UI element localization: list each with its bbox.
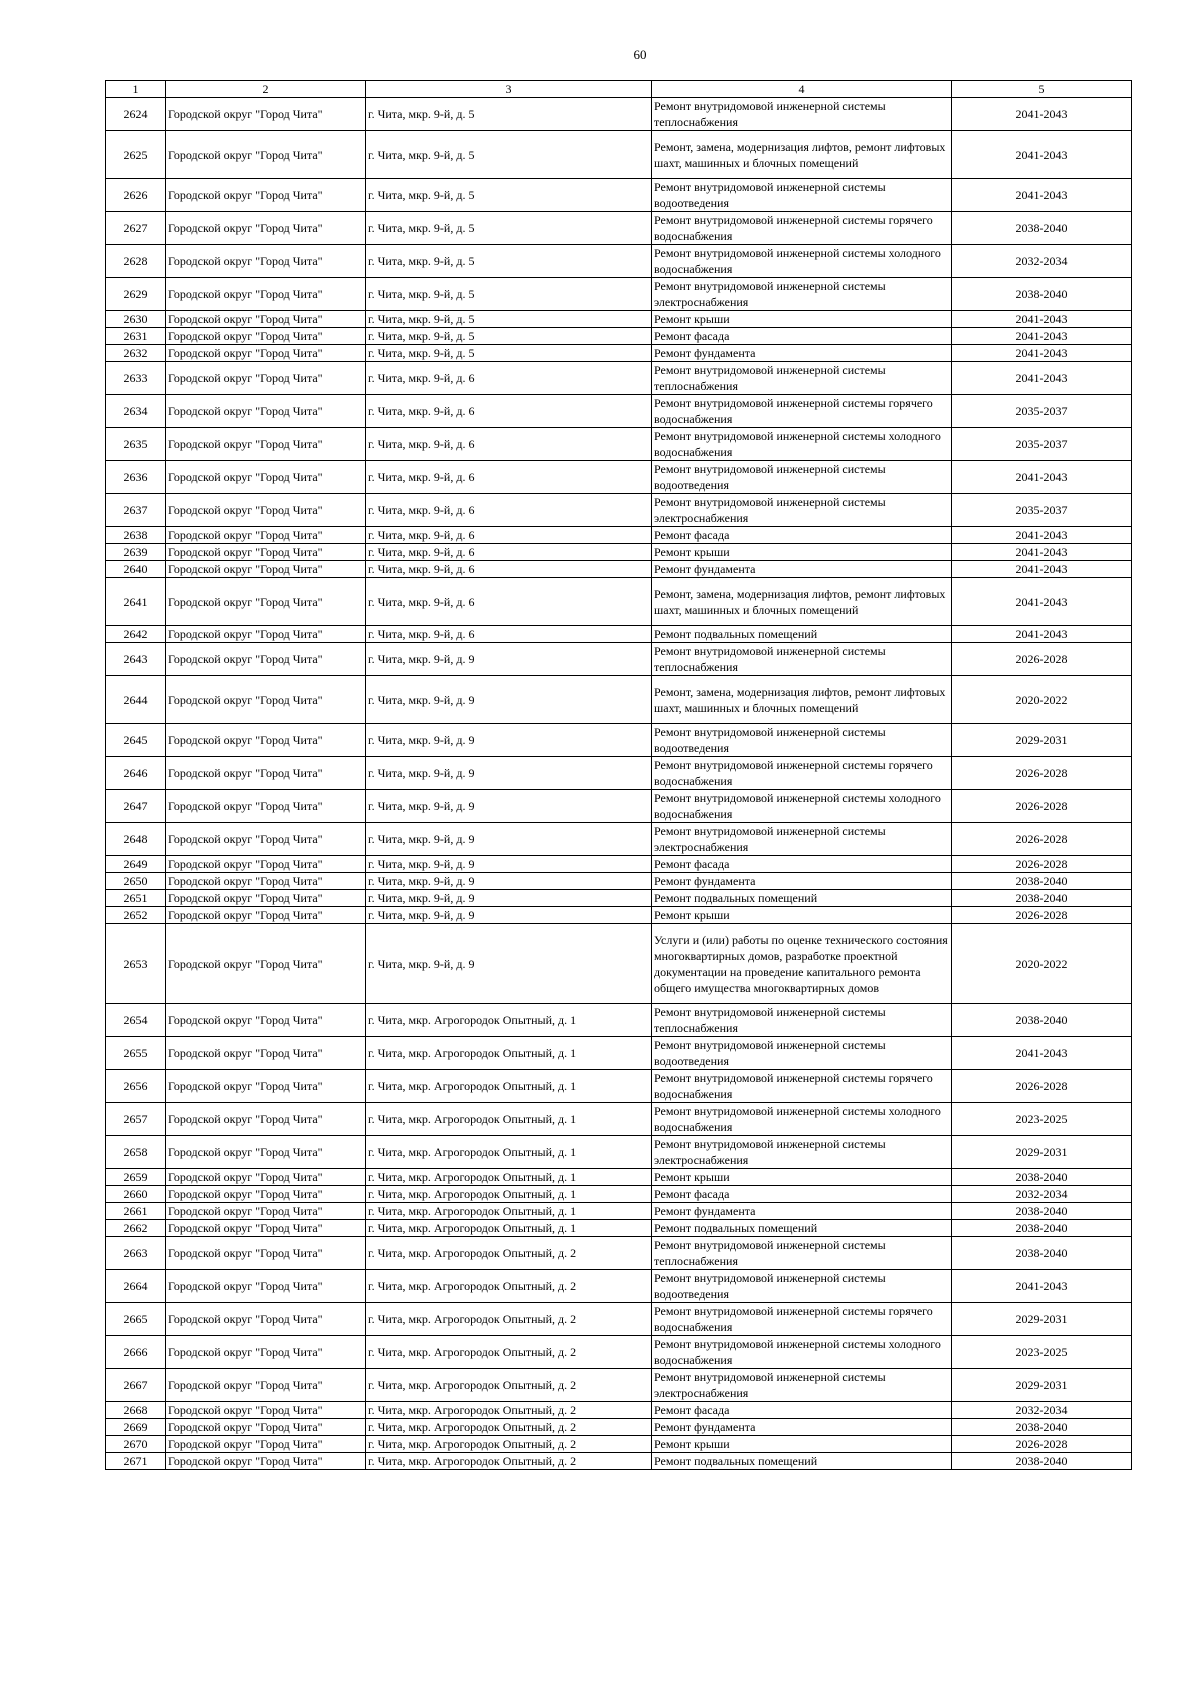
row-number-cell: 2632 <box>106 345 166 362</box>
work-type-cell: Ремонт фундамента <box>652 873 952 890</box>
work-type-cell: Ремонт внутридомовой инженерной системы холодного водоснабжения <box>652 1336 952 1369</box>
address-cell: г. Чита, мкр. 9-й, д. 5 <box>366 245 652 278</box>
municipality-cell: Городской округ "Город Чита" <box>166 873 366 890</box>
work-type-cell: Ремонт фундамента <box>652 561 952 578</box>
table-row <box>106 461 1132 494</box>
municipality-cell: Городской округ "Город Чита" <box>166 1436 366 1453</box>
table-row <box>106 527 1132 544</box>
work-type-cell: Ремонт фасада <box>652 856 952 873</box>
row-number-cell: 2652 <box>106 907 166 924</box>
period-cell: 2023-2025 <box>952 1336 1132 1369</box>
table-row <box>106 676 1132 724</box>
row-number-cell: 2628 <box>106 245 166 278</box>
row-number-cell: 2656 <box>106 1070 166 1103</box>
period-cell: 2020-2022 <box>952 676 1132 724</box>
table-row <box>106 907 1132 924</box>
table-row <box>106 757 1132 790</box>
municipality-cell: Городской округ "Город Чита" <box>166 1220 366 1237</box>
table-row <box>106 823 1132 856</box>
work-type-cell: Ремонт подвальных помещений <box>652 890 952 907</box>
municipality-cell: Городской округ "Город Чита" <box>166 676 366 724</box>
table-row <box>106 494 1132 527</box>
period-cell: 2035-2037 <box>952 428 1132 461</box>
address-cell: г. Чита, мкр. 9-й, д. 6 <box>366 561 652 578</box>
period-cell: 2041-2043 <box>952 131 1132 179</box>
work-type-cell: Ремонт внутридомовой инженерной системы теплоснабжения <box>652 98 952 131</box>
period-cell: 2041-2043 <box>952 362 1132 395</box>
work-type-cell: Ремонт подвальных помещений <box>652 1453 952 1470</box>
municipality-cell: Городской округ "Город Чита" <box>166 561 366 578</box>
address-cell: г. Чита, мкр. Агрогородок Опытный, д. 1 <box>366 1169 652 1186</box>
work-type-cell: Ремонт фасада <box>652 527 952 544</box>
address-cell: г. Чита, мкр. Агрогородок Опытный, д. 2 <box>366 1270 652 1303</box>
work-type-cell: Ремонт внутридомовой инженерной системы холодного водоснабжения <box>652 428 952 461</box>
work-type-cell: Ремонт внутридомовой инженерной системы теплоснабжения <box>652 362 952 395</box>
row-number-cell: 2637 <box>106 494 166 527</box>
row-number-cell: 2665 <box>106 1303 166 1336</box>
row-number-cell: 2649 <box>106 856 166 873</box>
municipality-cell: Городской округ "Город Чита" <box>166 461 366 494</box>
period-cell: 2041-2043 <box>952 1270 1132 1303</box>
period-cell: 2038-2040 <box>952 1419 1132 1436</box>
work-type-cell: Ремонт внутридомовой инженерной системы водоотведения <box>652 461 952 494</box>
period-cell: 2041-2043 <box>952 179 1132 212</box>
table-row <box>106 856 1132 873</box>
municipality-cell: Городской округ "Город Чита" <box>166 1270 366 1303</box>
municipality-cell: Городской округ "Город Чита" <box>166 1037 366 1070</box>
table-row <box>106 98 1132 131</box>
address-cell: г. Чита, мкр. 9-й, д. 9 <box>366 676 652 724</box>
address-cell: г. Чита, мкр. 9-й, д. 6 <box>366 362 652 395</box>
period-cell: 2041-2043 <box>952 461 1132 494</box>
municipality-cell: Городской округ "Город Чита" <box>166 362 366 395</box>
address-cell: г. Чита, мкр. 9-й, д. 6 <box>366 626 652 643</box>
row-number-cell: 2636 <box>106 461 166 494</box>
address-cell: г. Чита, мкр. 9-й, д. 9 <box>366 724 652 757</box>
period-cell: 2038-2040 <box>952 1220 1132 1237</box>
column-header: 3 <box>366 81 652 98</box>
address-cell: г. Чита, мкр. 9-й, д. 6 <box>366 395 652 428</box>
address-cell: г. Чита, мкр. 9-й, д. 9 <box>366 856 652 873</box>
municipality-cell: Городской округ "Город Чита" <box>166 643 366 676</box>
period-cell: 2035-2037 <box>952 494 1132 527</box>
row-number-cell: 2659 <box>106 1169 166 1186</box>
address-cell: г. Чита, мкр. Агрогородок Опытный, д. 2 <box>366 1419 652 1436</box>
period-cell: 2041-2043 <box>952 328 1132 345</box>
address-cell: г. Чита, мкр. Агрогородок Опытный, д. 2 <box>366 1369 652 1402</box>
municipality-cell: Городской округ "Город Чита" <box>166 245 366 278</box>
work-type-cell: Ремонт внутридомовой инженерной системы электроснабжения <box>652 1369 952 1402</box>
address-cell: г. Чита, мкр. 9-й, д. 6 <box>366 544 652 561</box>
row-number-cell: 2650 <box>106 873 166 890</box>
municipality-cell: Городской округ "Город Чита" <box>166 1070 366 1103</box>
table-header-row <box>106 81 1132 98</box>
address-cell: г. Чита, мкр. 9-й, д. 5 <box>366 179 652 212</box>
table-row <box>106 311 1132 328</box>
municipality-cell: Городской округ "Город Чита" <box>166 626 366 643</box>
address-cell: г. Чита, мкр. Агрогородок Опытный, д. 1 <box>366 1037 652 1070</box>
table-row <box>106 328 1132 345</box>
address-cell: г. Чита, мкр. 9-й, д. 5 <box>366 278 652 311</box>
municipality-cell: Городской округ "Город Чита" <box>166 1336 366 1369</box>
table-row <box>106 1453 1132 1470</box>
table-row <box>106 131 1132 179</box>
address-cell: г. Чита, мкр. 9-й, д. 5 <box>366 212 652 245</box>
table-row <box>106 212 1132 245</box>
address-cell: г. Чита, мкр. Агрогородок Опытный, д. 1 <box>366 1186 652 1203</box>
table-row <box>106 1419 1132 1436</box>
table-row <box>106 1237 1132 1270</box>
municipality-cell: Городской округ "Город Чита" <box>166 1402 366 1419</box>
work-type-cell: Ремонт внутридомовой инженерной системы водоотведения <box>652 1270 952 1303</box>
period-cell: 2038-2040 <box>952 278 1132 311</box>
period-cell: 2023-2025 <box>952 1103 1132 1136</box>
row-number-cell: 2624 <box>106 98 166 131</box>
table-row <box>106 1203 1132 1220</box>
row-number-cell: 2667 <box>106 1369 166 1402</box>
period-cell: 2041-2043 <box>952 98 1132 131</box>
row-number-cell: 2645 <box>106 724 166 757</box>
row-number-cell: 2657 <box>106 1103 166 1136</box>
work-type-cell: Ремонт фасада <box>652 1402 952 1419</box>
table-row <box>106 873 1132 890</box>
period-cell: 2038-2040 <box>952 1237 1132 1270</box>
municipality-cell: Городской округ "Город Чита" <box>166 1169 366 1186</box>
row-number-cell: 2664 <box>106 1270 166 1303</box>
page-number: 60 <box>633 47 647 62</box>
address-cell: г. Чита, мкр. Агрогородок Опытный, д. 1 <box>366 1220 652 1237</box>
address-cell: г. Чита, мкр. Агрогородок Опытный, д. 1 <box>366 1103 652 1136</box>
table-row <box>106 1369 1132 1402</box>
table-row <box>106 1220 1132 1237</box>
row-number-cell: 2658 <box>106 1136 166 1169</box>
table-row <box>106 245 1132 278</box>
address-cell: г. Чита, мкр. 9-й, д. 5 <box>366 328 652 345</box>
municipality-cell: Городской округ "Город Чита" <box>166 345 366 362</box>
municipality-cell: Городской округ "Город Чита" <box>166 395 366 428</box>
column-header: 2 <box>166 81 366 98</box>
period-cell: 2029-2031 <box>952 724 1132 757</box>
row-number-cell: 2629 <box>106 278 166 311</box>
period-cell: 2041-2043 <box>952 345 1132 362</box>
period-cell: 2026-2028 <box>952 1436 1132 1453</box>
period-cell: 2041-2043 <box>952 561 1132 578</box>
address-cell: г. Чита, мкр. 9-й, д. 9 <box>366 823 652 856</box>
address-cell: г. Чита, мкр. 9-й, д. 6 <box>366 461 652 494</box>
address-cell: г. Чита, мкр. 9-й, д. 9 <box>366 924 652 1004</box>
period-cell: 2038-2040 <box>952 212 1132 245</box>
period-cell: 2026-2028 <box>952 757 1132 790</box>
address-cell: г. Чита, мкр. 9-й, д. 5 <box>366 345 652 362</box>
table-row <box>106 643 1132 676</box>
work-type-cell: Ремонт внутридомовой инженерной системы водоотведения <box>652 1037 952 1070</box>
period-cell: 2038-2040 <box>952 1453 1132 1470</box>
address-cell: г. Чита, мкр. 9-й, д. 6 <box>366 494 652 527</box>
work-type-cell: Ремонт фасада <box>652 328 952 345</box>
municipality-cell: Городской округ "Город Чита" <box>166 823 366 856</box>
work-type-cell: Услуги и (или) работы по оценке технического состояния многоквартирных домов, разработке проектной документации на проведение капитального ремонта общего имущества многоквартирных домов <box>652 924 952 1004</box>
address-cell: г. Чита, мкр. 9-й, д. 9 <box>366 873 652 890</box>
work-type-cell: Ремонт внутридомовой инженерной системы водоотведения <box>652 724 952 757</box>
table-row <box>106 724 1132 757</box>
work-type-cell: Ремонт подвальных помещений <box>652 626 952 643</box>
period-cell: 2026-2028 <box>952 856 1132 873</box>
address-cell: г. Чита, мкр. 9-й, д. 9 <box>366 757 652 790</box>
work-type-cell: Ремонт внутридомовой инженерной системы холодного водоснабжения <box>652 1103 952 1136</box>
table-row <box>106 278 1132 311</box>
period-cell: 2041-2043 <box>952 311 1132 328</box>
period-cell: 2041-2043 <box>952 544 1132 561</box>
row-number-cell: 2641 <box>106 578 166 626</box>
municipality-cell: Городской округ "Город Чита" <box>166 578 366 626</box>
row-number-cell: 2626 <box>106 179 166 212</box>
table-row <box>106 179 1132 212</box>
period-cell: 2029-2031 <box>952 1369 1132 1402</box>
address-cell: г. Чита, мкр. 9-й, д. 9 <box>366 907 652 924</box>
period-cell: 2038-2040 <box>952 890 1132 907</box>
municipality-cell: Городской округ "Город Чита" <box>166 907 366 924</box>
work-type-cell: Ремонт, замена, модернизация лифтов, ремонт лифтовых шахт, машинных и блочных помещений <box>652 676 952 724</box>
work-type-cell: Ремонт внутридомовой инженерной системы горячего водоснабжения <box>652 757 952 790</box>
row-number-cell: 2655 <box>106 1037 166 1070</box>
period-cell: 2041-2043 <box>952 1037 1132 1070</box>
table-row <box>106 362 1132 395</box>
table-row <box>106 1136 1132 1169</box>
address-cell: г. Чита, мкр. 9-й, д. 5 <box>366 98 652 131</box>
table-row <box>106 1336 1132 1369</box>
address-cell: г. Чита, мкр. Агрогородок Опытный, д. 2 <box>366 1336 652 1369</box>
municipality-cell: Городской округ "Город Чита" <box>166 1136 366 1169</box>
work-type-cell: Ремонт внутридомовой инженерной системы горячего водоснабжения <box>652 1303 952 1336</box>
work-type-cell: Ремонт фундамента <box>652 1419 952 1436</box>
municipality-cell: Городской округ "Город Чита" <box>166 924 366 1004</box>
municipality-cell: Городской округ "Город Чита" <box>166 1237 366 1270</box>
row-number-cell: 2638 <box>106 527 166 544</box>
address-cell: г. Чита, мкр. 9-й, д. 6 <box>366 527 652 544</box>
municipality-cell: Городской округ "Город Чита" <box>166 856 366 873</box>
municipality-cell: Городской округ "Город Чита" <box>166 179 366 212</box>
work-type-cell: Ремонт, замена, модернизация лифтов, ремонт лифтовых шахт, машинных и блочных помещений <box>652 578 952 626</box>
row-number-cell: 2654 <box>106 1004 166 1037</box>
work-type-cell: Ремонт фасада <box>652 1186 952 1203</box>
row-number-cell: 2670 <box>106 1436 166 1453</box>
address-cell: г. Чита, мкр. 9-й, д. 5 <box>366 311 652 328</box>
period-cell: 2038-2040 <box>952 1203 1132 1220</box>
municipality-cell: Городской округ "Город Чита" <box>166 1103 366 1136</box>
municipality-cell: Городской округ "Город Чита" <box>166 544 366 561</box>
row-number-cell: 2668 <box>106 1402 166 1419</box>
address-cell: г. Чита, мкр. 9-й, д. 9 <box>366 643 652 676</box>
row-number-cell: 2644 <box>106 676 166 724</box>
period-cell: 2026-2028 <box>952 907 1132 924</box>
row-number-cell: 2653 <box>106 924 166 1004</box>
address-cell: г. Чита, мкр. 9-й, д. 9 <box>366 890 652 907</box>
period-cell: 2032-2034 <box>952 1402 1132 1419</box>
work-type-cell: Ремонт внутридомовой инженерной системы холодного водоснабжения <box>652 245 952 278</box>
table-row <box>106 428 1132 461</box>
row-number-cell: 2663 <box>106 1237 166 1270</box>
period-cell: 2038-2040 <box>952 1004 1132 1037</box>
address-cell: г. Чита, мкр. 9-й, д. 9 <box>366 790 652 823</box>
period-cell: 2032-2034 <box>952 245 1132 278</box>
table-row <box>106 626 1132 643</box>
table-row <box>106 1103 1132 1136</box>
row-number-cell: 2643 <box>106 643 166 676</box>
table-row <box>106 1004 1132 1037</box>
table-row <box>106 1436 1132 1453</box>
address-cell: г. Чита, мкр. Агрогородок Опытный, д. 2 <box>366 1303 652 1336</box>
table-row <box>106 890 1132 907</box>
address-cell: г. Чита, мкр. 9-й, д. 5 <box>366 131 652 179</box>
table-row <box>106 561 1132 578</box>
period-cell: 2038-2040 <box>952 1169 1132 1186</box>
municipality-cell: Городской округ "Город Чита" <box>166 278 366 311</box>
repair-schedule-table <box>105 80 1132 1470</box>
work-type-cell: Ремонт крыши <box>652 544 952 561</box>
work-type-cell: Ремонт подвальных помещений <box>652 1220 952 1237</box>
row-number-cell: 2661 <box>106 1203 166 1220</box>
municipality-cell: Городской округ "Город Чита" <box>166 1369 366 1402</box>
municipality-cell: Городской округ "Город Чита" <box>166 1453 366 1470</box>
work-type-cell: Ремонт внутридомовой инженерной системы холодного водоснабжения <box>652 790 952 823</box>
municipality-cell: Городской округ "Город Чита" <box>166 757 366 790</box>
municipality-cell: Городской округ "Город Чита" <box>166 1203 366 1220</box>
row-number-cell: 2625 <box>106 131 166 179</box>
row-number-cell: 2640 <box>106 561 166 578</box>
work-type-cell: Ремонт внутридомовой инженерной системы теплоснабжения <box>652 1237 952 1270</box>
period-cell: 2029-2031 <box>952 1136 1132 1169</box>
period-cell: 2026-2028 <box>952 823 1132 856</box>
work-type-cell: Ремонт фундамента <box>652 1203 952 1220</box>
municipality-cell: Городской округ "Город Чита" <box>166 428 366 461</box>
table-row <box>106 578 1132 626</box>
period-cell: 2038-2040 <box>952 873 1132 890</box>
row-number-cell: 2633 <box>106 362 166 395</box>
address-cell: г. Чита, мкр. Агрогородок Опытный, д. 1 <box>366 1136 652 1169</box>
address-cell: г. Чита, мкр. Агрогородок Опытный, д. 2 <box>366 1402 652 1419</box>
municipality-cell: Городской округ "Город Чита" <box>166 328 366 345</box>
table-row <box>106 1303 1132 1336</box>
row-number-cell: 2648 <box>106 823 166 856</box>
work-type-cell: Ремонт внутридомовой инженерной системы электроснабжения <box>652 823 952 856</box>
period-cell: 2041-2043 <box>952 626 1132 643</box>
column-header: 4 <box>652 81 952 98</box>
period-cell: 2041-2043 <box>952 578 1132 626</box>
work-type-cell: Ремонт, замена, модернизация лифтов, ремонт лифтовых шахт, машинных и блочных помещений <box>652 131 952 179</box>
row-number-cell: 2669 <box>106 1419 166 1436</box>
row-number-cell: 2627 <box>106 212 166 245</box>
municipality-cell: Городской округ "Город Чита" <box>166 890 366 907</box>
row-number-cell: 2666 <box>106 1336 166 1369</box>
address-cell: г. Чита, мкр. 9-й, д. 6 <box>366 578 652 626</box>
period-cell: 2026-2028 <box>952 643 1132 676</box>
row-number-cell: 2647 <box>106 790 166 823</box>
address-cell: г. Чита, мкр. Агрогородок Опытный, д. 1 <box>366 1004 652 1037</box>
address-cell: г. Чита, мкр. 9-й, д. 6 <box>366 428 652 461</box>
work-type-cell: Ремонт внутридомовой инженерной системы горячего водоснабжения <box>652 212 952 245</box>
table-row <box>106 1402 1132 1419</box>
municipality-cell: Городской округ "Город Чита" <box>166 724 366 757</box>
table-row <box>106 1070 1132 1103</box>
period-cell: 2020-2022 <box>952 924 1132 1004</box>
address-cell: г. Чита, мкр. Агрогородок Опытный, д. 2 <box>366 1237 652 1270</box>
municipality-cell: Городской округ "Город Чита" <box>166 1303 366 1336</box>
row-number-cell: 2646 <box>106 757 166 790</box>
work-type-cell: Ремонт крыши <box>652 907 952 924</box>
period-cell: 2032-2034 <box>952 1186 1132 1203</box>
municipality-cell: Городской округ "Город Чита" <box>166 98 366 131</box>
row-number-cell: 2635 <box>106 428 166 461</box>
column-header: 5 <box>952 81 1132 98</box>
municipality-cell: Городской округ "Город Чита" <box>166 131 366 179</box>
row-number-cell: 2651 <box>106 890 166 907</box>
period-cell: 2026-2028 <box>952 790 1132 823</box>
work-type-cell: Ремонт внутридомовой инженерной системы горячего водоснабжения <box>652 1070 952 1103</box>
period-cell: 2035-2037 <box>952 395 1132 428</box>
row-number-cell: 2639 <box>106 544 166 561</box>
work-type-cell: Ремонт внутридомовой инженерной системы горячего водоснабжения <box>652 395 952 428</box>
work-type-cell: Ремонт внутридомовой инженерной системы теплоснабжения <box>652 643 952 676</box>
table-row <box>106 345 1132 362</box>
table-row <box>106 395 1132 428</box>
table-row <box>106 544 1132 561</box>
work-type-cell: Ремонт крыши <box>652 1169 952 1186</box>
row-number-cell: 2634 <box>106 395 166 428</box>
municipality-cell: Городской округ "Город Чита" <box>166 527 366 544</box>
address-cell: г. Чита, мкр. Агрогородок Опытный, д. 1 <box>366 1070 652 1103</box>
work-type-cell: Ремонт внутридомовой инженерной системы электроснабжения <box>652 278 952 311</box>
table-row <box>106 1037 1132 1070</box>
municipality-cell: Городской округ "Город Чита" <box>166 1419 366 1436</box>
row-number-cell: 2660 <box>106 1186 166 1203</box>
work-type-cell: Ремонт фундамента <box>652 345 952 362</box>
row-number-cell: 2630 <box>106 311 166 328</box>
municipality-cell: Городской округ "Город Чита" <box>166 494 366 527</box>
work-type-cell: Ремонт внутридомовой инженерной системы водоотведения <box>652 179 952 212</box>
row-number-cell: 2631 <box>106 328 166 345</box>
work-type-cell: Ремонт внутридомовой инженерной системы электроснабжения <box>652 1136 952 1169</box>
table-row <box>106 790 1132 823</box>
period-cell: 2029-2031 <box>952 1303 1132 1336</box>
column-header: 1 <box>106 81 166 98</box>
address-cell: г. Чита, мкр. Агрогородок Опытный, д. 1 <box>366 1203 652 1220</box>
municipality-cell: Городской округ "Город Чита" <box>166 790 366 823</box>
address-cell: г. Чита, мкр. Агрогородок Опытный, д. 2 <box>366 1436 652 1453</box>
row-number-cell: 2662 <box>106 1220 166 1237</box>
work-type-cell: Ремонт крыши <box>652 1436 952 1453</box>
municipality-cell: Городской округ "Город Чита" <box>166 212 366 245</box>
table-row <box>106 1186 1132 1203</box>
municipality-cell: Городской округ "Город Чита" <box>166 311 366 328</box>
municipality-cell: Городской округ "Город Чита" <box>166 1004 366 1037</box>
row-number-cell: 2671 <box>106 1453 166 1470</box>
address-cell: г. Чита, мкр. Агрогородок Опытный, д. 2 <box>366 1453 652 1470</box>
period-cell: 2041-2043 <box>952 527 1132 544</box>
period-cell: 2026-2028 <box>952 1070 1132 1103</box>
table-row <box>106 1169 1132 1186</box>
table-row <box>106 924 1132 1004</box>
municipality-cell: Городской округ "Город Чита" <box>166 1186 366 1203</box>
work-type-cell: Ремонт внутридомовой инженерной системы электроснабжения <box>652 494 952 527</box>
work-type-cell: Ремонт внутридомовой инженерной системы теплоснабжения <box>652 1004 952 1037</box>
work-type-cell: Ремонт крыши <box>652 311 952 328</box>
row-number-cell: 2642 <box>106 626 166 643</box>
table-row <box>106 1270 1132 1303</box>
